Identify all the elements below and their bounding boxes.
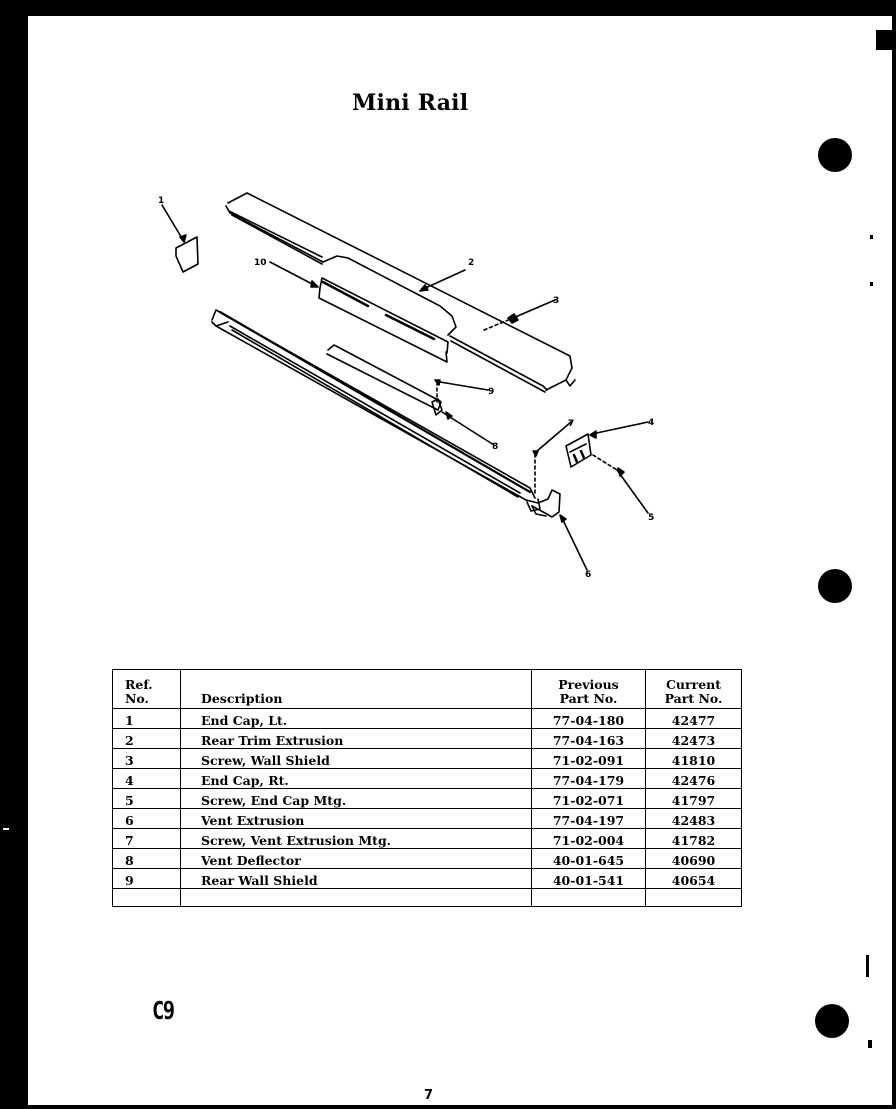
description: Screw, End Cap Mtg.: [181, 789, 532, 809]
scan-noise: [866, 955, 869, 977]
ref-no: 9: [113, 869, 181, 889]
end-cap-left-part: [162, 205, 198, 272]
header-current-part-no: [646, 670, 742, 709]
table-row: [113, 809, 742, 829]
header-previous-line2: Part No.: [559, 691, 618, 706]
header-description: [181, 670, 532, 709]
current-part-no: 42483: [646, 809, 742, 829]
previous-part-no: 40-01-645: [532, 849, 646, 869]
panel-10-part: [270, 262, 448, 362]
table-row: [113, 789, 742, 809]
previous-part-no: 71-02-091: [532, 749, 646, 769]
header-ref-line1: Ref.: [125, 677, 153, 692]
description: Screw, Wall Shield: [181, 749, 532, 769]
current-part-no: 42477: [646, 709, 742, 729]
end-cap-right-part: [566, 422, 648, 467]
previous-part-no-empty: [532, 889, 646, 907]
table-row: [113, 709, 742, 729]
description: Vent Extrusion: [181, 809, 532, 829]
table-row: [113, 749, 742, 769]
previous-part-no: 71-02-004: [532, 829, 646, 849]
description: End Cap, Rt.: [181, 769, 532, 789]
callout-1: 1: [158, 196, 165, 206]
header-previous-part-no: [532, 670, 646, 709]
parts-list-table: [112, 669, 742, 907]
ref-no: 2: [113, 729, 181, 749]
description-empty: [181, 889, 532, 907]
previous-part-no: 77-04-179: [532, 769, 646, 789]
table-row: [113, 869, 742, 889]
table-row-empty: [113, 889, 742, 907]
current-part-no: 40690: [646, 849, 742, 869]
table-row: [113, 769, 742, 789]
ref-no: 4: [113, 769, 181, 789]
ref-no: 3: [113, 749, 181, 769]
table-row: [113, 849, 742, 869]
description: Screw, Vent Extrusion Mtg.: [181, 829, 532, 849]
current-part-no: 40654: [646, 869, 742, 889]
punch-hole-bottom: [815, 1004, 849, 1038]
callout-5: 5: [648, 513, 655, 523]
page-number: 7: [424, 1088, 434, 1103]
current-part-no: 42473: [646, 729, 742, 749]
previous-part-no: 77-04-197: [532, 809, 646, 829]
callout-7: 7: [568, 419, 575, 429]
rear-trim-extrusion-part: [226, 193, 575, 392]
callout-8: 8: [492, 442, 499, 452]
header-current-line2: Part No.: [664, 691, 723, 706]
ref-no: 8: [113, 849, 181, 869]
previous-part-no: 77-04-180: [532, 709, 646, 729]
description: Rear Trim Extrusion: [181, 729, 532, 749]
scan-border-bottom: [0, 1105, 896, 1109]
current-part-no: 42476: [646, 769, 742, 789]
current-part-no: 41797: [646, 789, 742, 809]
header-previous-line1: Previous: [558, 677, 619, 692]
previous-part-no: 77-04-163: [532, 729, 646, 749]
scan-noise: [868, 1040, 872, 1048]
ref-no: 1: [113, 709, 181, 729]
ref-no: 7: [113, 829, 181, 849]
ref-no: 6: [113, 809, 181, 829]
current-part-no-empty: [646, 889, 742, 907]
callout-9: 9: [488, 387, 495, 397]
vent-extrusion-part: [212, 310, 587, 570]
table-row: [113, 729, 742, 749]
description: Rear Wall Shield: [181, 869, 532, 889]
callout-4: 4: [648, 418, 655, 428]
ref-no: 5: [113, 789, 181, 809]
section-code: C9: [152, 996, 174, 1025]
table-row: [113, 829, 742, 849]
table-header-row: [113, 670, 742, 709]
header-ref-no: [113, 670, 181, 709]
callout-6: 6: [585, 570, 592, 580]
ref-no-empty: [113, 889, 181, 907]
header-current-line1: Current: [665, 677, 722, 692]
description: End Cap, Lt.: [181, 709, 532, 729]
callout-2: 2: [468, 258, 475, 268]
header-description-label: Description: [201, 691, 283, 706]
scan-noise: [3, 828, 9, 830]
header-ref-line2: No.: [125, 691, 149, 706]
description: Vent Deflector: [181, 849, 532, 869]
page-title: Mini Rail: [352, 90, 469, 116]
previous-part-no: 71-02-071: [532, 789, 646, 809]
current-part-no: 41810: [646, 749, 742, 769]
previous-part-no: 40-01-541: [532, 869, 646, 889]
callout-10: 10: [254, 258, 267, 268]
current-part-no: 41782: [646, 829, 742, 849]
callout-3: 3: [553, 296, 560, 306]
